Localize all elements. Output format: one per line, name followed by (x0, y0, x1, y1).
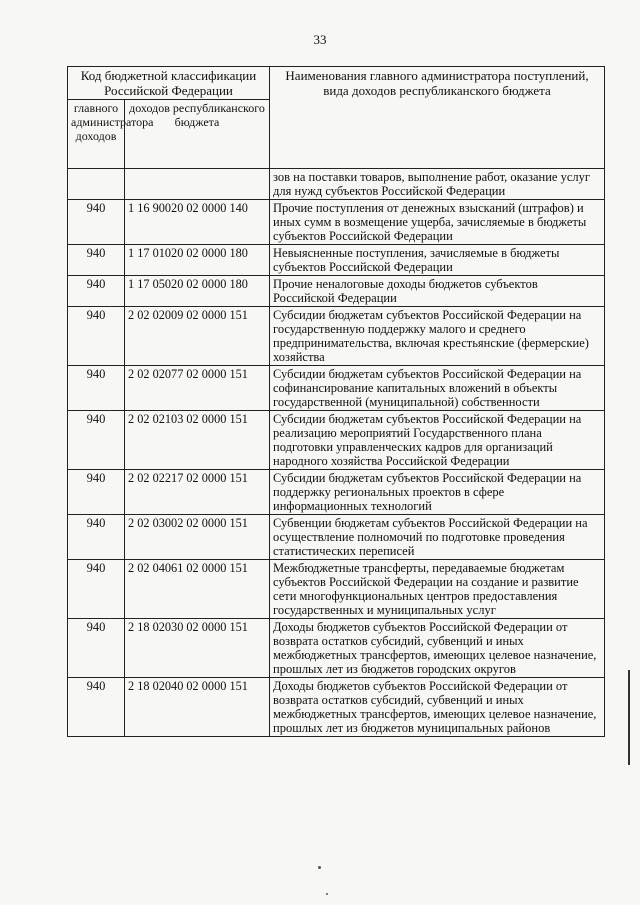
admin-code-cell: 940 (68, 560, 125, 619)
admin-code-cell: 940 (68, 619, 125, 678)
income-code-cell: 1 17 05020 02 0000 180 (125, 276, 270, 307)
admin-code-cell: 940 (68, 200, 125, 245)
admin-code-cell: 940 (68, 678, 125, 737)
table-row (68, 276, 605, 307)
scan-speck (318, 866, 321, 869)
admin-code-cell: 940 (68, 276, 125, 307)
admin-code-cell (68, 169, 125, 200)
header-code-column: доходов республиканского бюджета (125, 100, 270, 169)
table-row (68, 307, 605, 366)
table-row (68, 245, 605, 276)
income-name-cell: Доходы бюджетов субъектов Российской Федерации от возврата остатков субсидий, субвенций и иных межбюджетных трансфертов, имеющих целевое назначение, прошлых лет из бюджетов муниципальных районов (270, 678, 605, 737)
income-name-cell: Межбюджетные трансферты, передаваемые бюджетам субъектов Российской Федерации на создание и развитие сети многофункциональных центров предоставления государственных и муниципальных услуг (270, 560, 605, 619)
table-row (68, 411, 605, 470)
income-code-cell: 1 16 90020 02 0000 140 (125, 200, 270, 245)
income-name-cell: Субсидии бюджетам субъектов Российской Федерации на государственную поддержку малого и среднего предпринимательства, включая крестьянские (фермерские) хозяйства (270, 307, 605, 366)
income-name-cell: зов на поставки товаров, выполнение работ, оказание услуг для нужд субъектов Российской Федерации (270, 169, 605, 200)
income-code-cell: 2 02 02077 02 0000 151 (125, 366, 270, 411)
income-name-cell: Субсидии бюджетам субъектов Российской Федерации на поддержку региональных проектов в сфере информационных технологий (270, 470, 605, 515)
income-code-cell: 2 02 04061 02 0000 151 (125, 560, 270, 619)
income-name-cell: Прочие поступления от денежных взысканий (штрафов) и иных сумм в возмещение ущерба, зачисляемые в бюджеты субъектов Российской Федерации (270, 200, 605, 245)
table-row (68, 619, 605, 678)
table-row (68, 470, 605, 515)
admin-code-cell: 940 (68, 366, 125, 411)
income-code-cell: 2 02 02217 02 0000 151 (125, 470, 270, 515)
admin-code-cell: 940 (68, 470, 125, 515)
income-code-cell: 2 18 02030 02 0000 151 (125, 619, 270, 678)
income-code-cell: 2 18 02040 02 0000 151 (125, 678, 270, 737)
income-name-cell: Субвенции бюджетам субъектов Российской Федерации на осуществление полномочий по подготовке проведения статистических переписей (270, 515, 605, 560)
admin-code-cell: 940 (68, 307, 125, 366)
income-name-cell: Прочие неналоговые доходы бюджетов субъектов Российской Федерации (270, 276, 605, 307)
income-name-cell: Субсидии бюджетам субъектов Российской Федерации на реализацию мероприятий Государственного плана подготовки управленческих кадров для организаций народного хозяйства Российской Федерации (270, 411, 605, 470)
admin-code-cell: 940 (68, 515, 125, 560)
scan-speck (326, 893, 328, 895)
income-name-cell: Субсидии бюджетам субъектов Российской Федерации на софинансирование капитальных вложений в объекты государственной (муниципальной) собственности (270, 366, 605, 411)
income-code-cell: 2 02 03002 02 0000 151 (125, 515, 270, 560)
header-admin-column: главного администратора доходов (68, 100, 125, 169)
income-code-cell: 2 02 02103 02 0000 151 (125, 411, 270, 470)
table-row (68, 678, 605, 737)
table-row (68, 560, 605, 619)
table-row (68, 169, 605, 200)
table-header-row (68, 67, 605, 100)
income-name-cell: Невыясненные поступления, зачисляемые в бюджеты субъектов Российской Федерации (270, 245, 605, 276)
page-number: 33 (313, 32, 327, 47)
header-classification-code: Код бюджетной классификации Российской Федерации (68, 67, 270, 100)
income-code-cell (125, 169, 270, 200)
scan-edge-mark (628, 670, 630, 765)
income-code-cell: 2 02 02009 02 0000 151 (125, 307, 270, 366)
table-row (68, 515, 605, 560)
budget-classification-table (67, 66, 605, 737)
admin-code-cell: 940 (68, 245, 125, 276)
income-code-cell: 1 17 01020 02 0000 180 (125, 245, 270, 276)
header-name-column: Наименования главного администратора поступлений, вида доходов республиканского бюджета (270, 67, 605, 169)
admin-code-cell: 940 (68, 411, 125, 470)
table-row (68, 366, 605, 411)
table-row (68, 200, 605, 245)
income-name-cell: Доходы бюджетов субъектов Российской Федерации от возврата остатков субсидий, субвенций и иных межбюджетных трансфертов, имеющих целевое назначение, прошлых лет из бюджетов городских округов (270, 619, 605, 678)
